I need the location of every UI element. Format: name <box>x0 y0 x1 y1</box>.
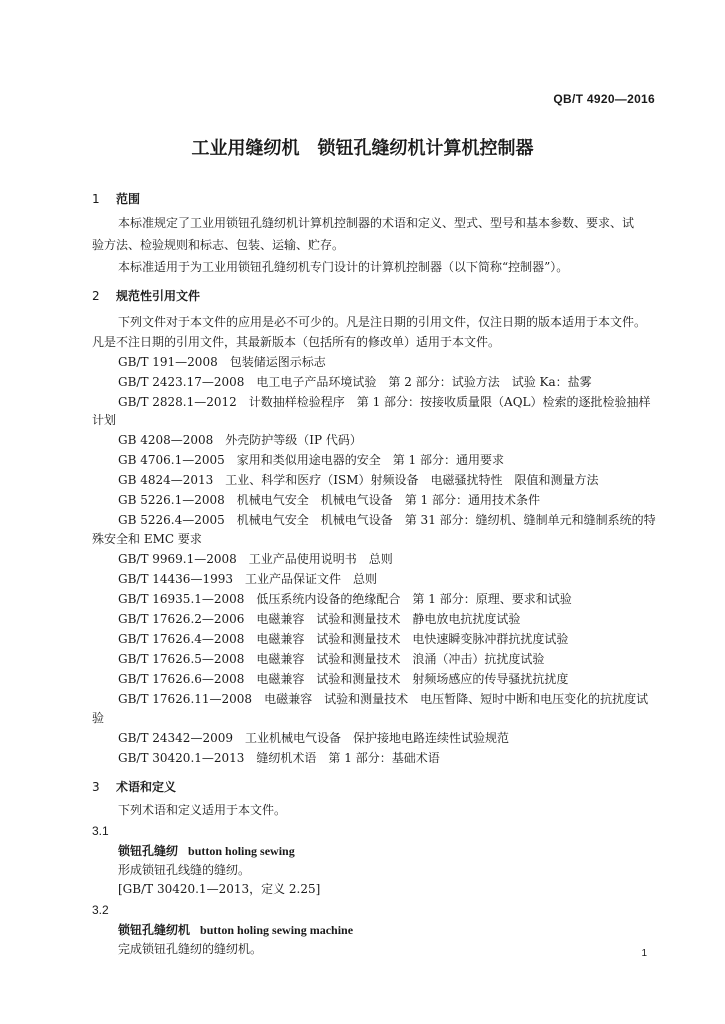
reference-item: GB 4208—2008 外壳防护等级（IP 代码） <box>118 433 362 447</box>
reference-item-continuation: 验 <box>92 711 105 725</box>
term-definition: 完成锁钮孔缝纫的缝纫机。 <box>118 942 263 956</box>
section-2-heading <box>92 288 200 304</box>
section-1-line-2: 验方法、检验规则和标志、包装、运输、贮存。 <box>92 238 345 252</box>
reference-item: GB/T 2423.17—2008 电工电子产品环境试验 第 2 部分：试验方法 试验 Ka：盐雾 <box>118 375 592 389</box>
reference-item: GB/T 30420.1—2013 缝纫机术语 第 1 部分：基础术语 <box>118 751 440 765</box>
reference-item: GB/T 17626.11—2008 电磁兼容 试验和测量技术 电压暂降、短时中断和电压变化的抗扰度试 <box>118 692 649 706</box>
reference-item: GB/T 17626.5—2008 电磁兼容 试验和测量技术 浪涌（冲击）抗扰度试验 <box>118 652 545 666</box>
term-chinese: 锁钮孔缝纫机 <box>118 923 191 937</box>
term-english: button holing sewing machine <box>200 923 354 937</box>
reference-item: GB/T 17626.2—2006 电磁兼容 试验和测量技术 静电放电抗扰度试验 <box>118 612 521 626</box>
section-3-heading <box>92 779 176 795</box>
reference-item: GB 5226.4—2005 机械电气安全 机械电气设备 第 31 部分：缝纫机、缝制单元和缝制系统的特 <box>118 513 656 527</box>
reference-item: GB/T 17626.4—2008 电磁兼容 试验和测量技术 电快速瞬变脉冲群抗扰度试验 <box>118 632 569 646</box>
reference-item: GB 5226.1—2008 机械电气安全 机械电气设备 第 1 部分：通用技术条件 <box>118 493 541 507</box>
term-number: 3.2 <box>92 903 109 917</box>
section-2-title: 规范性引用文件 <box>116 289 201 303</box>
reference-item: GB/T 9969.1—2008 工业产品使用说明书 总则 <box>118 552 393 566</box>
reference-item: GB/T 24342—2009 工业机械电气设备 保护接地电路连续性试验规范 <box>118 731 509 745</box>
section-1-number: 1 <box>92 192 100 206</box>
section-3-intro: 下列术语和定义适用于本文件。 <box>118 803 287 817</box>
section-2-line: 下列文件对于本文件的应用是必不可少的。凡是注日期的引用文件，仅注日期的版本适用于本文件。 <box>118 315 647 329</box>
section-1-line-1: 本标准规定了工业用锁钮孔缝纫机计算机控制器的术语和定义、型式、型号和基本参数、要求、试 <box>118 216 635 230</box>
term-entry <box>118 922 353 938</box>
section-2-line: 凡是不注日期的引用文件，其最新版本（包括所有的修改单）适用于本文件。 <box>92 335 501 349</box>
reference-item: GB/T 16935.1—2008 低压系统内设备的绝缘配合 第 1 部分：原理、要求和试验 <box>118 592 572 606</box>
term-number: 3.1 <box>92 824 109 838</box>
term-english: button holing sewing <box>188 844 295 858</box>
term-source: [GB/T 30420.1—2013，定义 2.25] <box>118 882 321 896</box>
section-2-number: 2 <box>92 289 100 303</box>
standard-code: QB/T 4920—2016 <box>553 92 655 106</box>
reference-item: GB/T 2828.1—2012 计数抽样检验程序 第 1 部分：按接收质量限（AQL）检索的逐批检验抽样 <box>118 395 651 409</box>
section-3-title: 术语和定义 <box>116 780 177 794</box>
section-1-title: 范围 <box>116 192 141 206</box>
reference-item: GB 4824—2013 工业、科学和医疗（ISM）射频设备 电磁骚扰特性 限值和测量方法 <box>118 473 599 487</box>
reference-item: GB/T 17626.6—2008 电磁兼容 试验和测量技术 射频场感应的传导骚扰抗扰度 <box>118 672 569 686</box>
reference-item: GB 4706.1—2005 家用和类似用途电器的安全 第 1 部分：通用要求 <box>118 453 505 467</box>
term-entry <box>118 843 295 859</box>
reference-item: GB/T 191—2008 包装储运图示标志 <box>118 355 326 369</box>
document-title: 工业用缝纫机 锁钮孔缝纫机计算机控制器 <box>191 138 534 159</box>
reference-item: GB/T 14436—1993 工业产品保证文件 总则 <box>118 572 377 586</box>
section-1-heading <box>92 191 140 207</box>
reference-item-continuation: 殊安全和 EMC 要求 <box>92 532 202 546</box>
section-1-line-3: 本标准适用于为工业用锁钮孔缝纫机专门设计的计算机控制器（以下简称“控制器”）。 <box>118 260 569 274</box>
reference-item-continuation: 计划 <box>92 413 117 427</box>
term-chinese: 锁钮孔缝纫 <box>118 844 179 858</box>
page-number: 1 <box>641 948 647 959</box>
term-definition: 形成锁钮孔线缝的缝纫。 <box>118 863 251 877</box>
section-3-number: 3 <box>92 780 100 794</box>
